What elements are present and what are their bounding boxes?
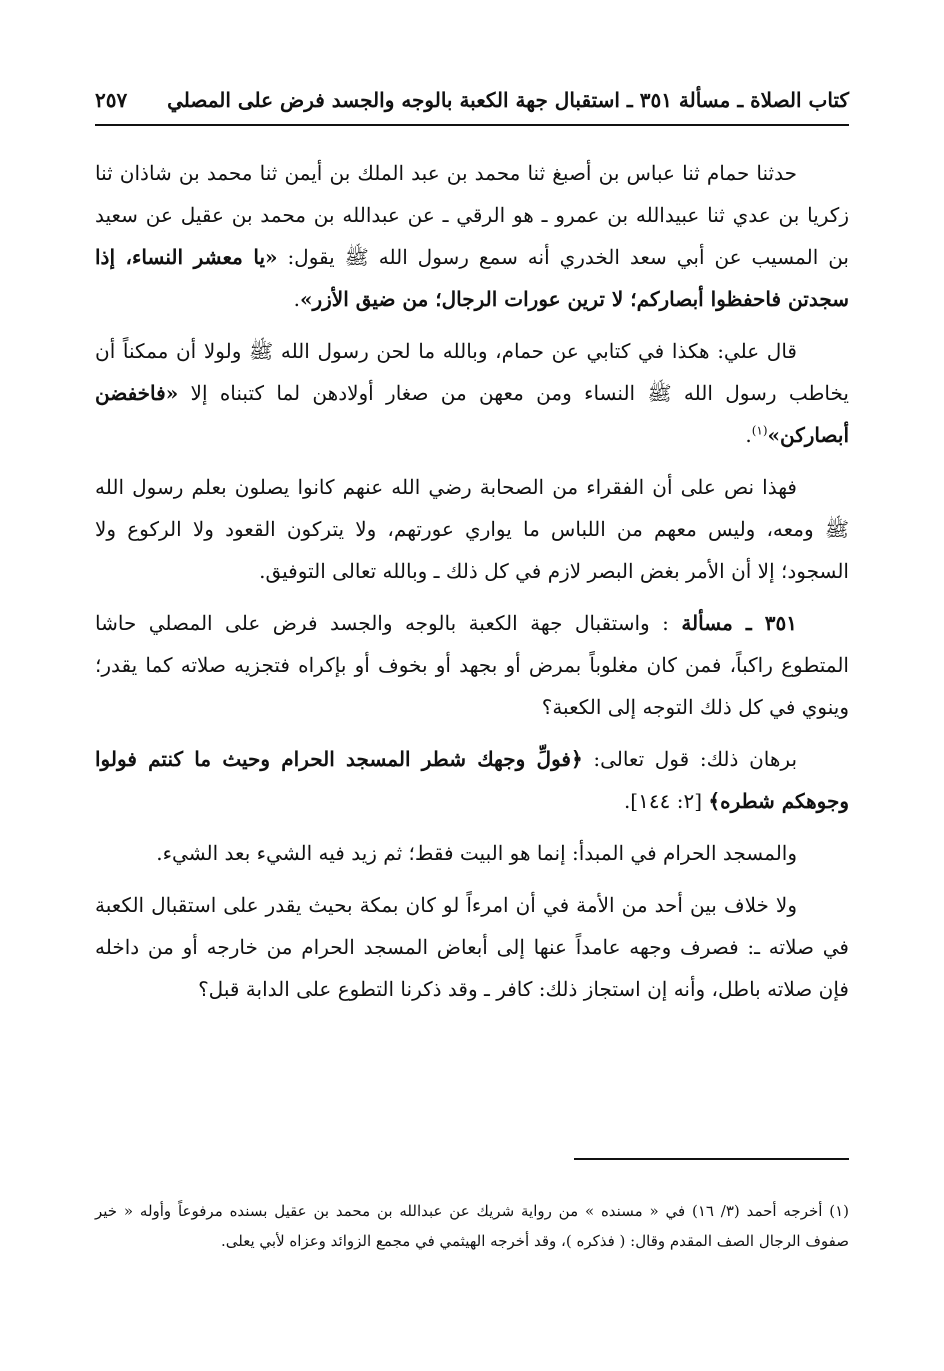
header-rule <box>95 124 849 126</box>
ali-comment-text: قال علي: هكذا في كتابي عن حمام، وبالله ما لحن رسول الله ﷺ ولولا أن ممكناً أن يخاطب رسول الله ﷺ النساء ومن معهن من صغار أولادهن لما كتبناه إلا <box>95 339 849 405</box>
paragraph-conclusion: فهذا نص على أن الفقراء من الصحابة رضي الله عنهم كانوا يصلون بعلم رسول الله ﷺ ومعه، وليس معهم من اللباس ما يواري عورتهم، ولا يتركون القعود ولا الركوع ولا السجود؛ إلا أن الأمر بغض البصر لازم في كل ذلك ـ وبالله تعالى التوفيق. <box>95 475 849 583</box>
page-number: ٢٥٧ <box>95 88 128 112</box>
ali-comment-quote: «فاخفضن أبصاركن» <box>95 381 849 447</box>
paragraph-proof <box>95 738 849 822</box>
hadith-end: . <box>293 287 300 311</box>
masala-text: : واستقبال جهة الكعبة بالوجه والجسد فرض على المصلي حاشا المتطوع راكباً، فمن كان مغلوباً بمرض أو بجهد أو بخوف أو بإكراه فتجزيه صلاته كما يقدر؛ وينوي في كل ذلك التوجه إلى الكعبة؟ <box>95 611 849 719</box>
paragraph-hadith <box>95 152 849 320</box>
header-title: كتاب الصلاة ـ مسألة ٣٥١ ـ استقبال جهة الكعبة بالوجه والجسد فرض على المصلي <box>167 88 849 112</box>
masala-label: ٣٥١ ـ مسألة <box>681 611 797 635</box>
proof-intro: برهان ذلك: قول تعالى: <box>582 747 798 771</box>
footnote: (١) أخرجه أحمد (٣/ ١٦) في « مسنده » من رواية شريك عن عبدالله بن محمد بن عقيل بسنده مرفوعاً وأوله « خير صفوف الرجال الصف المقدم وقال: ( فذكره )، وقد أخرجه الهيثمي في مجمع الزوائد وعزاه لأبي يعلى. <box>95 1202 850 1250</box>
paragraph-masala-351 <box>95 602 849 728</box>
verse-reference: [٢: ١٤٤]. <box>623 789 709 813</box>
quran-verse: ﴿فولِّ وجهك شطر المسجد الحرام وحيث ما كنتم فولوا وجوهكم شطره﴾ <box>95 747 849 813</box>
footnote-marker: (١) <box>751 423 768 438</box>
hadith-matn: «يا معشر النساء، إذا سجدتن فاحفظوا أبصاركم؛ لا ترين عورات الرجال؛ من ضيق الأزر» <box>95 245 849 311</box>
footnote-rule <box>574 1158 849 1160</box>
running-header <box>95 72 849 112</box>
hadith-isnad: حدثنا حمام ثنا عباس بن أصبغ ثنا محمد بن عبد الملك بن أيمن ثنا محمد بن شاذان ثنا زكريا بن عدي ثنا عبيدالله بن عمرو ـ هو الرقي ـ عن عبدالله بن محمد بن عقيل عن سعيد بن المسيب عن أبي سعد الخدري أنه سمع رسول الله ﷺ يقول: <box>95 161 849 269</box>
paragraph-masjid: والمسجد الحرام في المبدأ: إنما هو البيت فقط؛ ثم زيد فيه الشيء بعد الشيء. <box>156 841 797 865</box>
paragraph-consensus: ولا خلاف بين أحد من الأمة في أن امرءاً لو كان بمكة بحيث يقدر على استقبال الكعبة في صلاته ـ: فصرف وجهه عامداً عنها إلى أبعاض المسجد الحرام من خارجه أو من داخله فإن صلاته باطل، وأنه إن استجاز ذلك: كافر ـ وقد ذكرنا التطوع على الدابة قبل؟ <box>95 893 849 1001</box>
paragraph-ali-comment <box>95 330 849 456</box>
main-text <box>95 152 849 1020</box>
ali-comment-end: . <box>745 423 752 447</box>
